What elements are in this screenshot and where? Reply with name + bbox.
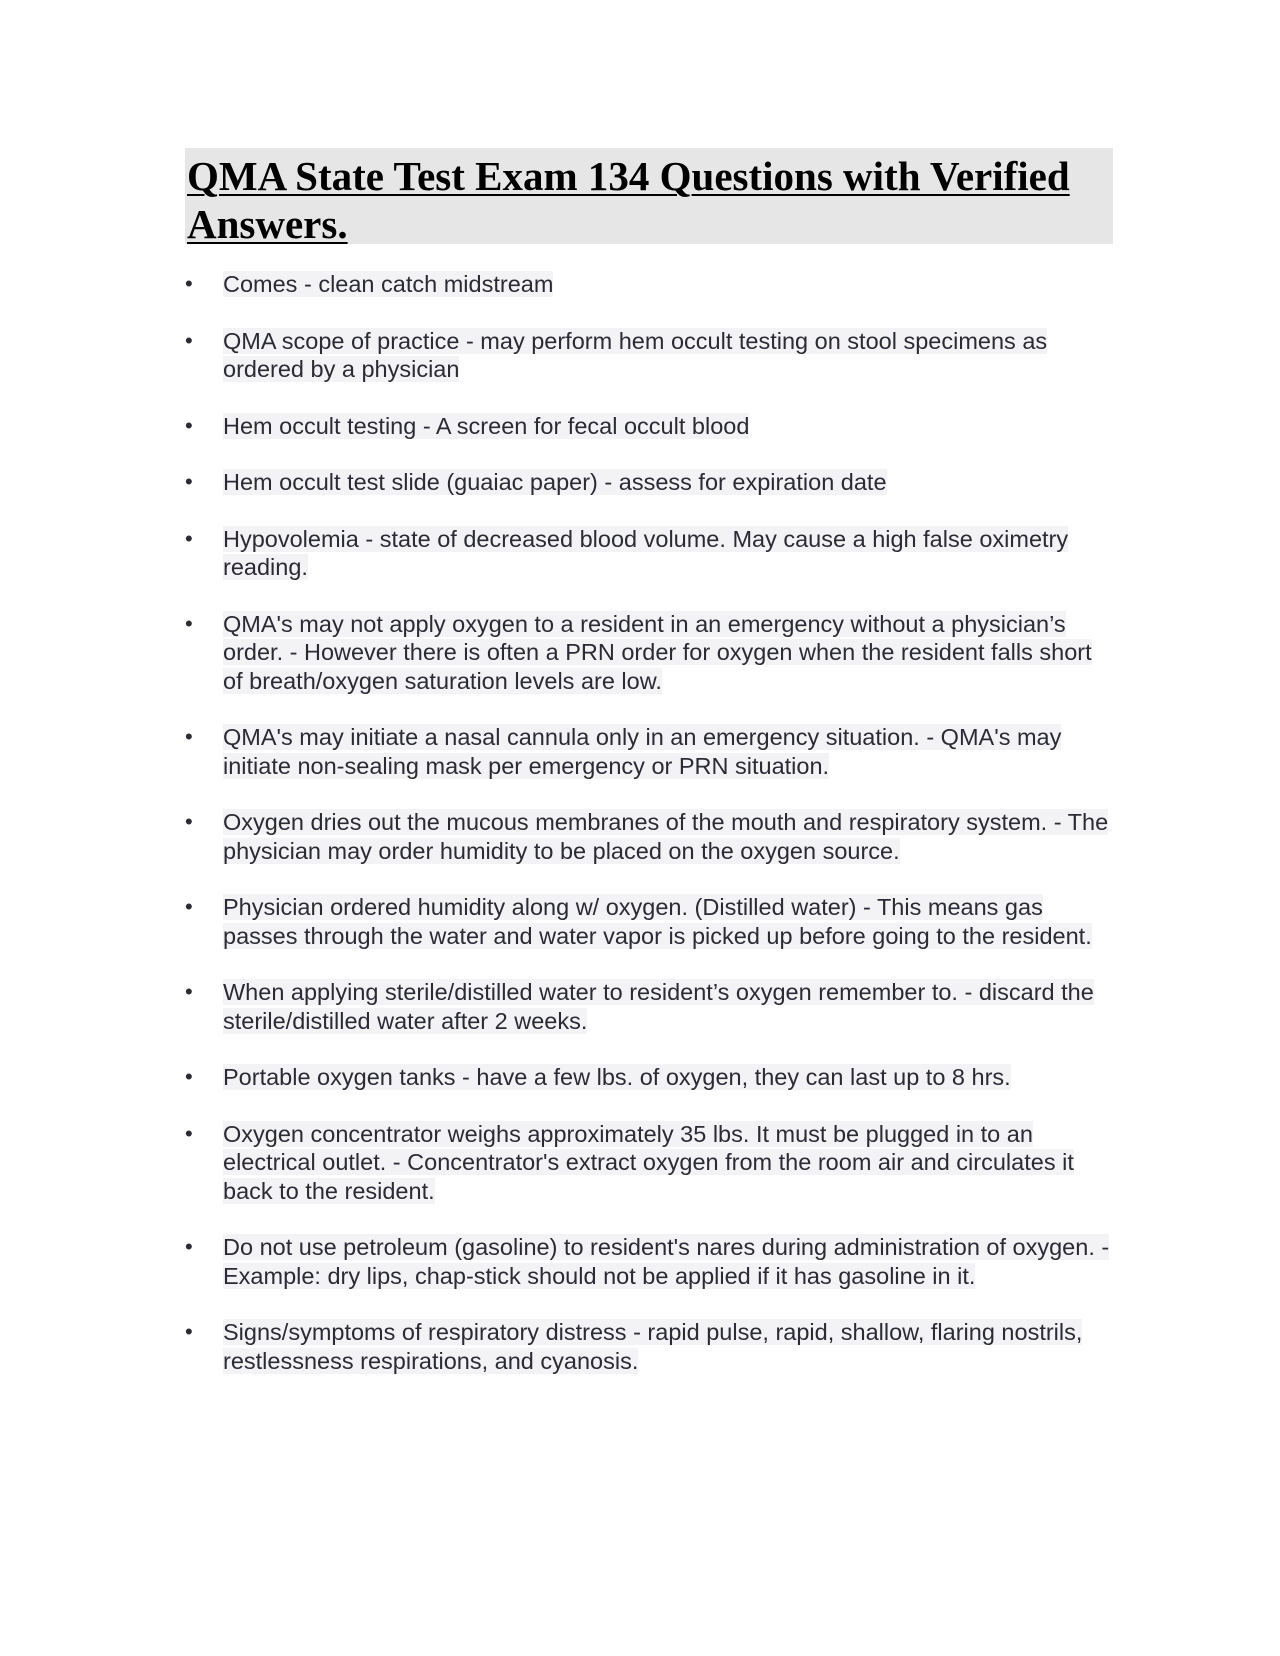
list-item bbox=[185, 893, 1115, 950]
bullet-icon: • bbox=[185, 1319, 193, 1344]
list-item-text: Hem occult testing - A screen for fecal occult blood bbox=[223, 412, 750, 439]
qa-list bbox=[185, 270, 1115, 1403]
list-item-text: Hem occult test slide (guaiac paper) - assess for expiration date bbox=[223, 469, 887, 495]
list-item-text: Physician ordered humidity along w/ oxygen. (Distilled water) - This means gas passes through the water and water vapor is picked up before going to the resident. bbox=[223, 894, 1092, 949]
bullet-icon: • bbox=[185, 610, 193, 636]
list-item bbox=[185, 808, 1115, 865]
list-item-text: Signs/symptoms of respiratory distress - rapid pulse, rapid, shallow, flaring nostrils, restlessness respirations, and cyanosis. bbox=[223, 1319, 1083, 1374]
list-item bbox=[185, 525, 1115, 582]
list-item bbox=[185, 327, 1115, 384]
list-item bbox=[185, 1063, 1115, 1092]
list-item-text: QMA's may initiate a nasal cannula only in an emergency situation. - QMA's may initiate non-sealing mask per emergency or PRN situation. bbox=[223, 724, 1062, 779]
document-title: QMA State Test Exam 134 Questions with Verified Answers. bbox=[187, 153, 1070, 247]
list-item-text: QMA scope of practice - may perform hem occult testing on stool specimens as ordered by a physician bbox=[223, 327, 1048, 382]
list-item-text: Portable oxygen tanks - have a few lbs. of oxygen, they can last up to 8 hrs. bbox=[223, 1064, 1011, 1090]
bullet-icon: • bbox=[185, 327, 193, 353]
list-item bbox=[185, 978, 1115, 1035]
list-item-text: Hypovolemia - state of decreased blood volume. May cause a high false oximetry reading. bbox=[223, 525, 1069, 580]
list-item bbox=[185, 270, 1115, 299]
bullet-icon: • bbox=[185, 525, 193, 551]
list-item-text: Comes - clean catch midstream bbox=[223, 271, 554, 297]
bullet-icon: • bbox=[185, 979, 193, 1004]
list-item-text: Oxygen concentrator weighs approximately 35 lbs. It must be plugged in to an electrical outlet. - Concentrator's extract oxygen from the room air and circulates it back to the resident. bbox=[223, 1120, 1074, 1204]
bullet-icon: • bbox=[185, 1064, 193, 1089]
bullet-icon: • bbox=[185, 1120, 193, 1146]
list-item bbox=[185, 1120, 1115, 1206]
bullet-icon: • bbox=[185, 271, 193, 296]
bullet-icon: • bbox=[185, 1234, 193, 1259]
bullet-icon: • bbox=[185, 809, 193, 834]
list-item-text: QMA's may not apply oxygen to a resident in an emergency without a physician’s order. - However there is often a PRN order for oxygen when the resident falls short of breath/oxygen saturation levels are low. bbox=[223, 610, 1092, 694]
list-item bbox=[185, 468, 1115, 497]
list-item bbox=[185, 1318, 1115, 1375]
list-item bbox=[185, 723, 1115, 780]
list-item-text: When applying sterile/distilled water to resident’s oxygen remember to. - discard the sterile/distilled water after 2 weeks. bbox=[223, 979, 1094, 1034]
list-item-text: Oxygen dries out the mucous membranes of the mouth and respiratory system. - The physician may order humidity to be placed on the oxygen source. bbox=[223, 809, 1109, 864]
list-item-text: Do not use petroleum (gasoline) to resident's nares during administration of oxygen. - Example: dry lips, chap-stick should not be applied if it has gasoline in it. bbox=[223, 1234, 1110, 1289]
bullet-icon: • bbox=[185, 894, 193, 919]
list-item bbox=[185, 412, 1115, 441]
title-block bbox=[185, 148, 1113, 247]
bullet-icon: • bbox=[185, 469, 193, 494]
bullet-icon: • bbox=[185, 412, 193, 438]
bullet-icon: • bbox=[185, 724, 193, 749]
list-item bbox=[185, 1233, 1115, 1290]
list-item bbox=[185, 610, 1115, 696]
